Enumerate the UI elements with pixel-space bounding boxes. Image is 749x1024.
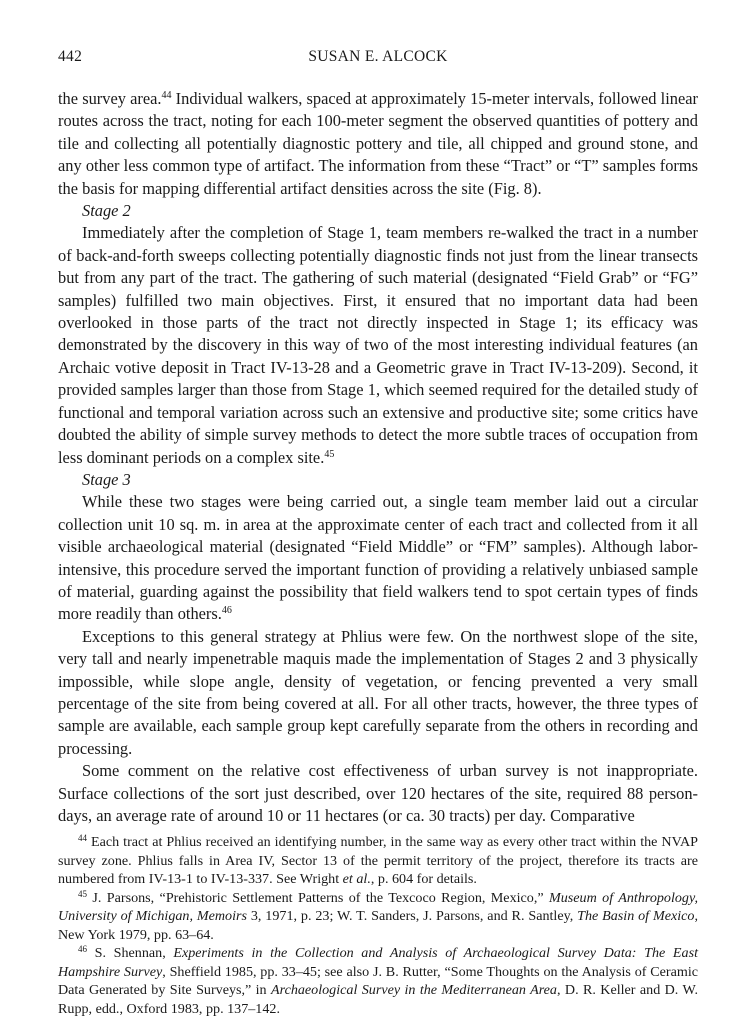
footnote-number: 44 [78, 833, 87, 844]
footnote-number: 46 [78, 944, 87, 955]
running-head-author: SUSAN E. ALCOCK [308, 48, 448, 65]
page-number: 442 [58, 48, 83, 65]
footnote-text: , D. R. Keller and D. W. Rupp, edd., Oxford 1983, pp. 137–142. [58, 982, 698, 1017]
body-text [58, 88, 698, 827]
paragraph-survey-area [58, 88, 698, 200]
footnote-text: , New York 1979, pp. 63–64. [58, 908, 698, 943]
footnote-italic: et al. [342, 871, 371, 888]
footnote-italic: Experiments in the Collection and Analysis of Archaeological Survey Data: The East Hampshire Survey [58, 945, 698, 980]
footnote-number: 45 [78, 888, 87, 899]
paragraph-cost-effectiveness: Some comment on the relative cost effectiveness of urban survey is not inappropriate. Surface collections of the sort just described, over 120 hectares of the site, required 88 person-days, an average rate of around 10 or 11 hectares (or ca. 30 tracts) per day. Comparative [58, 761, 698, 825]
footnote-44 [58, 833, 698, 889]
footnote-text: , p. 604 for details. [370, 871, 477, 888]
footnote-text: Each tract at Phlius received an identifying number, in the same way as every other tract within the NVAP survey zone. Phlius falls in Area IV, Sector 13 of the permit territory of the project, therefore its tracts are numbered from IV-13-1 to IV-13-337. See Wright [58, 834, 698, 888]
paragraph-text: While these two stages were being carried out, a single team member laid out a circular collection unit 10 sq. m. in area at the approximate center of each tract and collected from it all visible archaeological material (designated “Field Middle” or “FM” samples). Although labor-intensive, this procedure served the important function of providing a relatively unbiased sample of material, guarding against the possibility that field walkers tend to spot certain types of finds more readily than others. [58, 492, 698, 624]
stage-2-heading: Stage 2 [82, 201, 131, 221]
footnotes [58, 833, 698, 1018]
footnote-46 [58, 944, 698, 1018]
footnote-text: S. Shennan, [87, 945, 174, 962]
footnote-text: 3, 1971, p. 23; W. T. Sanders, J. Parsons, and R. Santley, [246, 908, 578, 925]
footnote-ref-44: 44 [161, 90, 172, 101]
paragraph-text: Immediately after the completion of Stage 1, team members re-walked the tract in a number of back-and-forth sweeps collecting potentially diagnostic finds not just from the linear transects but from any part of the tract. The gathering of such material (designated “Field Grab” or “FG” samples) fulfilled two main objectives. First, it ensured that no important data had been overlooked in those parts of the tract not directly inspected in Stage 1; its efficacy was demonstrated by the discovery in this way of two of the most interesting individual features (an Archaic votive deposit in Tract IV-13-28 and a Geometric grave in Tract IV-13-209). Second, it provided samples larger than those from Stage 1, which seemed required for the detailed study of functional and temporal variation across such an extensive and productive site; some critics have doubted the ability of simple survey methods to detect the more subtle traces of occupation from less dominant periods on a complex site. [58, 223, 698, 467]
document-page [58, 48, 698, 1018]
footnote-italic: The Basin of Mexico [577, 908, 695, 925]
paragraph-stage-2 [58, 222, 698, 468]
footnote-italic: Museum of Anthropology, University of Michigan, Memoirs [58, 889, 698, 925]
running-header [58, 48, 698, 72]
footnote-ref-45: 45 [324, 448, 335, 460]
footnote-ref-46: 46 [221, 605, 232, 617]
footnote-italic: Archaeological Survey in the Mediterranean Area [271, 982, 557, 999]
paragraph-text: the survey area. [58, 89, 162, 108]
stage-3-heading: Stage 3 [82, 469, 131, 489]
footnote-text: J. Parsons, “Prehistoric Settlement Patterns of the Texcoco Region, Mexico,” [87, 889, 549, 906]
paragraph-stage-3 [58, 491, 698, 625]
footnote-text: , Sheffield 1985, pp. 33–45; see also J. B. Rutter, “Some Thoughts on the Analysis of Ceramic Data Generated by Site Surveys,” in [58, 963, 698, 999]
footnote-45 [58, 889, 698, 945]
paragraph-exceptions: Exceptions to this general strategy at Phlius were few. On the northwest slope of the site, very tall and nearly impenetrable maquis made the implementation of Stages 2 and 3 physically impossible, while slope angle, density of vegetation, or fencing prevented a very small percentage of the site from being covered at all. For all other tracts, however, the three types of sample are available, each sample group kept carefully separate from the others in recording and processing. [58, 626, 698, 758]
paragraph-text: Individual walkers, spaced at approximately 15-meter intervals, followed linear routes across the tract, noting for each 100-meter segment the observed quantities of pottery and tile and collecting all potentially diagnostic pottery and tile, all chipped and ground stone, and any other less common type of artifact. The information from these “Tract” or “T” samples forms the basis for mapping differential artifact densities across the site (Fig. 8). [58, 89, 698, 198]
